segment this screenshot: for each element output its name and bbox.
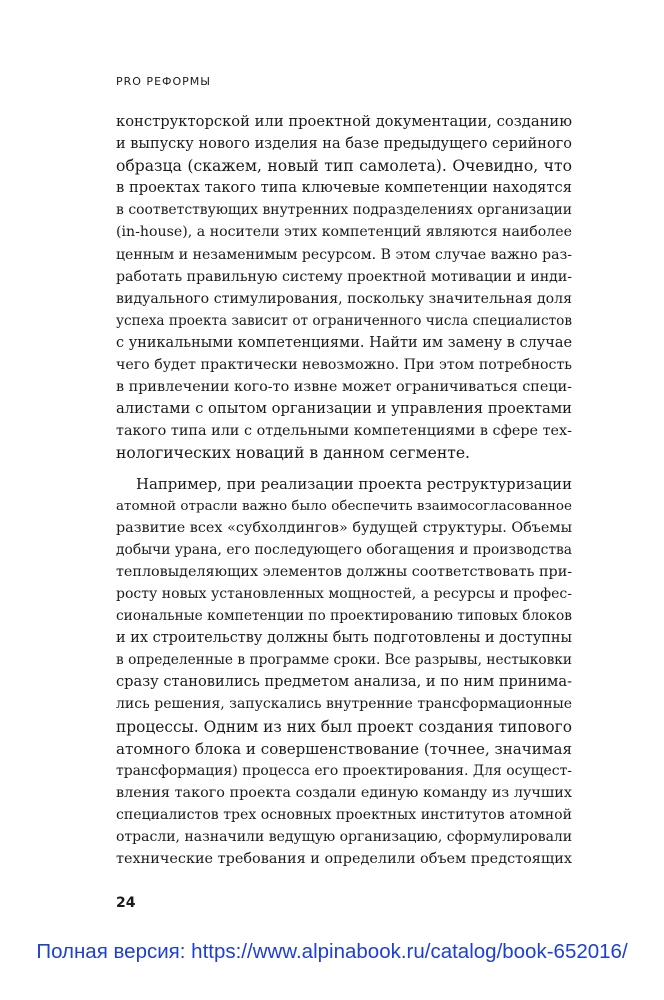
paragraph-gap (116, 465, 572, 473)
text-line: (in-house), а носители этих компетенций являются наиболее (116, 224, 572, 241)
text-line: видуального стимулирования, поскольку значительная доля (116, 290, 572, 307)
full-version-link[interactable]: Полная версия: https://www.alpinabook.ru/catalog/book-652016/ (36, 940, 628, 963)
text-line: технические требования и определили объем предстоящих (116, 851, 572, 868)
text-line: вления такого проекта создали единую команду из лучших (116, 784, 572, 801)
text-line: успеха проекта зависит от ограниченного числа специалистов (116, 312, 572, 329)
body-text (116, 111, 572, 870)
text-line: росту новых установленных мощностей, а ресурсы и профес- (116, 585, 572, 602)
text-line: Например, при реализации проекта реструктуризации (136, 474, 572, 493)
text-line: такого типа или с отдельными компетенциями в сфере тех- (116, 423, 572, 440)
text-line: тепловыделяющих элементов должны соответствовать при- (116, 563, 573, 580)
text-line: образца (скажем, новый тип самолета). Очевидно, что (116, 157, 572, 176)
page-number: 24 (116, 895, 136, 911)
text-line: алистами с опытом организации и управления проектами (116, 400, 572, 418)
text-line: атомной отрасли важно было обеспечить взаимосогласованное (116, 497, 572, 514)
text-line: отрасли, назначили ведущую организацию, сформулировали (116, 829, 573, 845)
text-line: и их строительству должны быть подготовлены и доступны (116, 630, 572, 647)
text-line: с уникальными компетенциями. Найти им замену в случае (116, 334, 572, 351)
text-line: ценным и незаменимым ресурсом. В этом случае важно раз- (116, 246, 572, 263)
text-line: в определенные в программе сроки. Все разрывы, нестыковки (116, 652, 572, 669)
paragraph (116, 111, 572, 465)
text-line: трансформация) процесса его проектирования. Для осущест- (116, 762, 572, 779)
text-line: и выпуску нового изделия на базе предыдущего серийного (116, 136, 572, 153)
text-line: работать правильную систему проектной мотивации и инди- (116, 268, 572, 285)
text-line: специалистов трех основных проектных институтов атомной (116, 806, 572, 823)
paragraph (116, 473, 572, 871)
text-line: в привлечении кого-то извне может ограничиваться специ- (116, 379, 572, 396)
text-line: развитие всех «субхолдингов» будущей структуры. Объемы (116, 519, 572, 536)
text-line: конструкторской или проектной документации, созданию (116, 113, 572, 130)
text-line: лись решения, запускались внутренние трансформационные (116, 696, 572, 713)
text-line: нологических новаций в данном сегменте. (116, 444, 471, 463)
text-line: в проектах такого типа ключевые компетенции находятся (116, 179, 572, 197)
text-line: чего будет практически невозможно. При этом потребность (116, 357, 572, 374)
text-line: в соответствующих внутренних подразделениях организации (116, 202, 572, 219)
text-line: добычи урана, его последующего обогащения и производства (116, 541, 572, 558)
running-head: PRO РЕФОРМЫ (116, 75, 211, 88)
text-line: сразу становились предметом анализа, и по ним принима- (116, 673, 572, 691)
text-line: атомного блока и совершенствование (точнее, значимая (116, 739, 572, 758)
text-line: процессы. Одним из них был проект создания типового (116, 717, 572, 736)
text-line: сиональные компетенции по проектированию типовых блоков (116, 608, 572, 625)
